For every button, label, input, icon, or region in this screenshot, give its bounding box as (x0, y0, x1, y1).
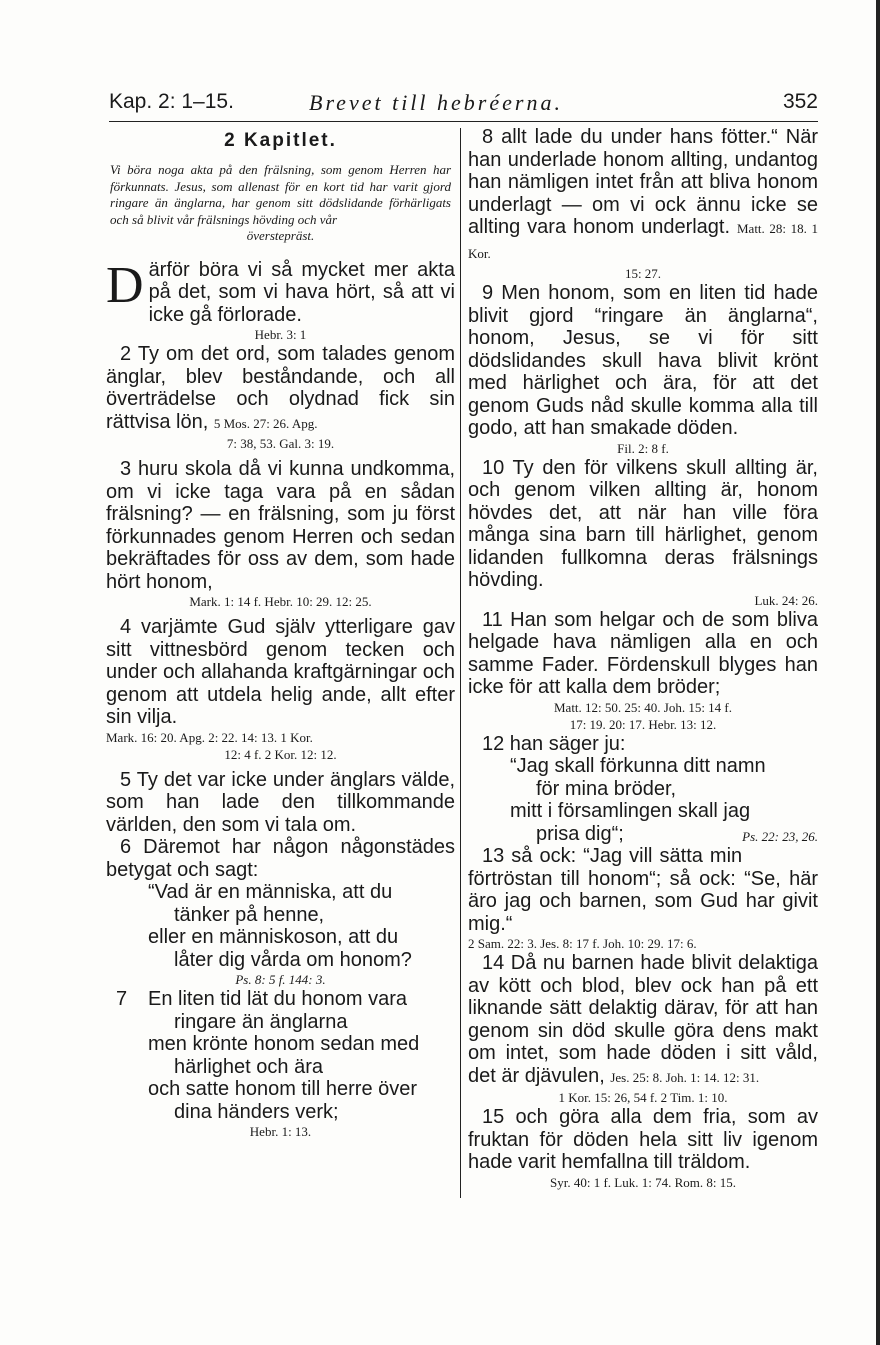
verse-6-poem (106, 881, 455, 971)
verse-14-ref: 1 Kor. 15: 26, 54 f. 2 Tim. 1: 10. (558, 1090, 728, 1105)
verse-2-text: 2 Ty om det ord, som talades genom änglar, blev beståndande, och all överträdelse och olydnad fick sin rättvisa lön, (106, 343, 455, 433)
verse-7-ref: Hebr. 1: 13. (249, 1124, 312, 1139)
verse-2 (106, 343, 455, 435)
verse-1-text: ärför böra vi så mycket mer akta på det, som vi hava hört, så att vi icke gå förlorade. (148, 258, 455, 326)
verse-11-ref-2: 17: 19. 20: 17. Hebr. 13: 12. (569, 716, 717, 732)
verse-4-ref-1: Mark. 16: 20. Apg. 2: 22. 14: 13. 1 Kor. (106, 729, 313, 745)
poem-line: En liten tid lät du honom vara (148, 988, 408, 1010)
verse-12: 12 han säger ju: (482, 732, 626, 755)
verse-4: 4 varjämte Gud själv ytterligare gav sitt vittnesbörd genom tecken och under och allahanda kraftgärningar och genom att utdela helig ande, allt efter sin vilja. (106, 616, 455, 728)
verse-7 (106, 988, 455, 1123)
poem-line: härlighet och ära (174, 1055, 323, 1078)
verse-11: 11 Han som helgar och de som bliva helgade hava nämligen alla en och samme Fader. Fördenskull blyges han icke för att kalla dem bröder; (468, 608, 818, 698)
poem-line: och satte honom till herre över (148, 1078, 418, 1100)
verse-9-ref: Fil. 2: 8 f. (617, 440, 669, 456)
page-edge-bar (876, 0, 880, 1345)
verse-8-ref: 15: 27. (624, 266, 662, 281)
verse-13-ref: 2 Sam. 22: 3. Jes. 8: 17 f. Joh. 10: 29. 17: 6. (468, 936, 697, 951)
chapter-reference: Kap. 2: 1–15. (109, 90, 234, 113)
verse-10: 10 Ty den för vilkens skull allting är, och genom vilken allting är, honom hövdes det, att när han ville föra många sina barn till härlighet, genom lidanden fullkomna deras frälsnings hövding. (468, 456, 818, 591)
summary-text: Vi böra noga akta på den frälsning, som genom Herren har förkunnats. Jesus, som allenast för en kort tid har varit gjord ringare än änglarna, har genom sitt dödslidande förhärligats och så blivit vår frälsnings hövding och vår (110, 162, 451, 227)
verse-12-poem (468, 755, 818, 845)
verse-8-text: 8 allt lade du under hans fötter.“ När han underlade honom allting, undantog han nämligen intet från att bliva honom underlagt — om vi ock ännu icke se allting vara honom underlagt. (468, 126, 818, 238)
verse-15: 15 och göra alla dem fria, som av fruktan för döden hela sitt liv igenom hade varit hemfallna till träldom. (468, 1106, 818, 1173)
verse-14-ref-inline: Jes. 25: 8. Joh. 1: 14. 12: 31. (610, 1069, 760, 1085)
verse-13: 13 så ock: “Jag vill sätta min förtröstan till honom“; så ock: “Se, här äro jag och barnen, som Gud har givit mig.“ (468, 845, 818, 935)
verse-8-ref-inline: Matt. 28: 18. 1 Kor. (468, 221, 818, 261)
poem-line: mitt i församlingen skall jag (510, 800, 751, 822)
poem-line: eller en människoson, att du (148, 926, 399, 948)
book-title: Brevet till hebréerna. (309, 90, 563, 115)
poem-line: men krönte honom sedan med (148, 1033, 420, 1055)
poem-line (510, 823, 818, 846)
verse-3: 3 huru skola då vi kunna undkomma, om vi icke taga vara på en sådan frälsning? — en frälsning, som ju först förkunnades genom Herren och sedan bekräftades för oss av dem, som hade hört honom, (106, 458, 455, 593)
verse-8 (468, 126, 818, 265)
verse-7-number: 7 (116, 988, 128, 1010)
verse-15-ref: Syr. 40: 1 f. Luk. 1: 74. Rom. 8: 15. (550, 1174, 736, 1190)
poem-line: tänker på henne, (174, 903, 325, 926)
verse-9: 9 Men honom, som en liten tid hade blivit gjord “ringare än änglarna“, honom, Jesus, se vi för sitt dödslidandes skull hava blivit krönt med härlighet och ära, för att det genom Guds nåd skulle komma alla till godo, att han smakade döden. (468, 282, 818, 439)
verse-6-ref: Ps. 8: 5 f. 144: 3. (235, 972, 326, 987)
right-column (468, 126, 818, 1191)
verse-14 (468, 952, 818, 1089)
verse-12-ref: Ps. 22: 23, 26. (742, 828, 818, 844)
verse-2-ref-inline: 5 Mos. 27: 26. Apg. (213, 415, 318, 431)
chapter-summary (110, 162, 451, 245)
header-rule (109, 121, 818, 122)
poem-line: “Jag skall förkunna ditt namn (510, 755, 766, 777)
poem-line: ringare än änglarna (174, 1010, 348, 1033)
running-header (109, 90, 818, 120)
verse-2-ref: 7: 38, 53. Gal. 3: 19. (226, 436, 335, 451)
summary-end: överstepräst. (246, 228, 315, 243)
verse-1 (106, 256, 455, 327)
verse-3-ref: Mark. 1: 14 f. Hebr. 10: 29. 12: 25. (189, 594, 372, 609)
poem-line: dina händers verk; (174, 1100, 339, 1123)
poem-line-text: prisa dig“; (536, 822, 624, 845)
left-column (106, 126, 455, 1140)
drop-cap: D (106, 256, 144, 314)
verse-10-ref: Luk. 24: 26. (754, 592, 818, 608)
verse-6: 6 Däremot har någon någonstädes betygat och sagt: (106, 836, 455, 881)
poem-line: “Vad är en människa, att du (148, 881, 393, 903)
verse-14-text: 14 Då nu barnen hade blivit delaktiga av kött och blod, blev ock han på ett liknande sätt delaktig därav, för att han genom sin död skulle göra dens makt om intet, som hade döden i sitt våld, det är djävulen, (468, 952, 818, 1087)
verse-5: 5 Ty det var icke under änglars välde, som han lade den tillkommande världen, den som vi tala om. (106, 768, 455, 836)
verse-4-ref-2: 12: 4 f. 2 Kor. 12: 12. (224, 746, 337, 762)
chapter-title: 2 Kapitlet. (224, 130, 337, 151)
page-number: 352 (782, 90, 818, 113)
poem-line: för mina bröder, (536, 777, 677, 800)
column-divider (460, 128, 461, 1198)
verse-1-ref: Hebr. 3: 1 (254, 327, 307, 342)
poem-line: låter dig vårda om honom? (174, 948, 412, 971)
verse-11-ref-1: Matt. 12: 50. 25: 40. Joh. 15: 14 f. (553, 699, 733, 715)
